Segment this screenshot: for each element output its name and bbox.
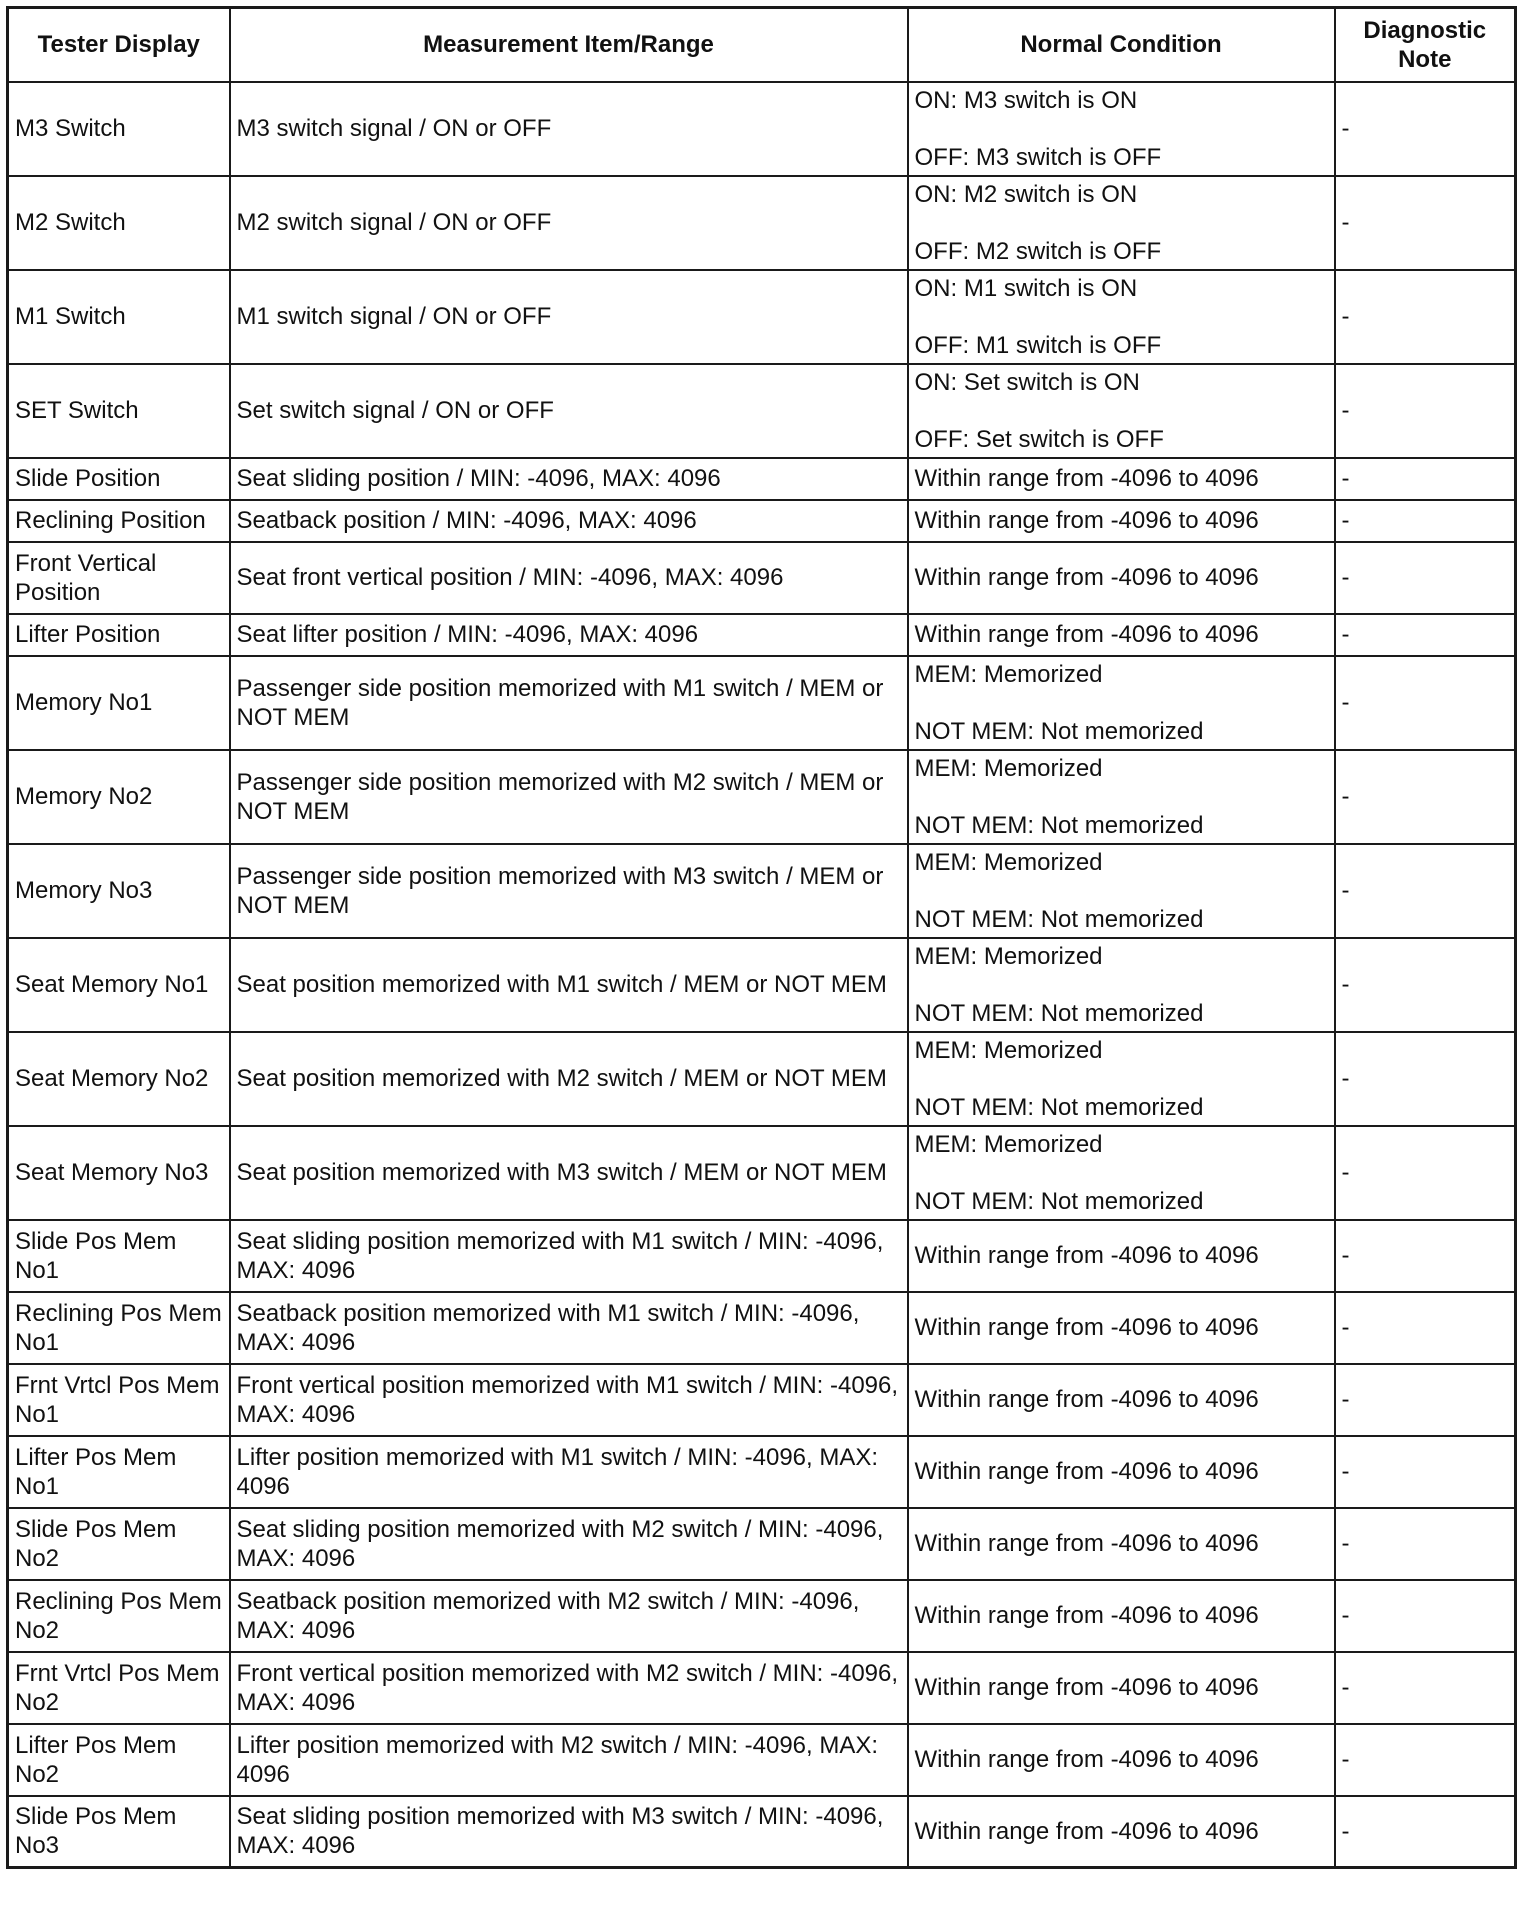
table-row xyxy=(8,82,1516,176)
diagnostic-note-cell: - xyxy=(1335,542,1516,614)
diagnostic-note-cell: - xyxy=(1335,458,1516,500)
table-row xyxy=(8,458,1516,500)
diagnostic-note-cell: - xyxy=(1335,1364,1516,1436)
normal-condition-cell: Within range from -4096 to 4096 xyxy=(908,1364,1335,1436)
table-row xyxy=(8,500,1516,542)
normal-condition-cell: Within range from -4096 to 4096 xyxy=(908,1292,1335,1364)
table-row xyxy=(8,656,1516,750)
normal-condition-cell: Within range from -4096 to 4096 xyxy=(908,458,1335,500)
tester-display-cell: M1 Switch xyxy=(8,270,230,364)
measurement-cell: Seat sliding position memorized with M3 switch / MIN: -4096, MAX: 4096 xyxy=(230,1796,908,1868)
tester-display-cell: Memory No3 xyxy=(8,844,230,938)
diagnostic-note-cell: - xyxy=(1335,82,1516,176)
tester-display-cell: SET Switch xyxy=(8,364,230,458)
normal-condition-cell xyxy=(908,176,1335,270)
diagnostic-note-cell: - xyxy=(1335,1436,1516,1508)
normal-condition-cell: Within range from -4096 to 4096 xyxy=(908,1652,1335,1724)
normal-condition-cell xyxy=(908,844,1335,938)
tester-display-cell: Frnt Vrtcl Pos Mem No2 xyxy=(8,1652,230,1724)
condition-line: MEM: Memorized xyxy=(914,942,1103,970)
condition-line: NOT MEM: Not memorized xyxy=(914,1187,1204,1215)
measurement-cell: Lifter position memorized with M1 switch / MIN: -4096, MAX: 4096 xyxy=(230,1436,908,1508)
table-row xyxy=(8,844,1516,938)
measurement-cell: Seat sliding position / MIN: -4096, MAX: 4096 xyxy=(230,458,908,500)
table-row xyxy=(8,1508,1516,1580)
measurement-cell: Front vertical position memorized with M2 switch / MIN: -4096, MAX: 4096 xyxy=(230,1652,908,1724)
measurement-cell: Seat lifter position / MIN: -4096, MAX: 4096 xyxy=(230,614,908,656)
condition-line: OFF: M1 switch is OFF xyxy=(914,331,1162,359)
tester-display-cell: M3 Switch xyxy=(8,82,230,176)
tester-display-cell: Seat Memory No3 xyxy=(8,1126,230,1220)
measurement-cell: Seat sliding position memorized with M2 switch / MIN: -4096, MAX: 4096 xyxy=(230,1508,908,1580)
table-header xyxy=(8,8,1516,82)
table-row xyxy=(8,1580,1516,1652)
measurement-cell: Seatback position memorized with M1 switch / MIN: -4096, MAX: 4096 xyxy=(230,1292,908,1364)
condition-line: OFF: Set switch is OFF xyxy=(914,425,1164,453)
condition-line: MEM: Memorized xyxy=(914,754,1103,782)
condition-line: ON: M3 switch is ON xyxy=(914,86,1138,114)
header-diagnostic-note: Diagnostic Note xyxy=(1335,8,1516,82)
tester-display-cell: Frnt Vrtcl Pos Mem No1 xyxy=(8,1364,230,1436)
measurement-cell: Set switch signal / ON or OFF xyxy=(230,364,908,458)
normal-condition-cell: Within range from -4096 to 4096 xyxy=(908,500,1335,542)
tester-display-cell: Lifter Pos Mem No2 xyxy=(8,1724,230,1796)
condition-line: OFF: M2 switch is OFF xyxy=(914,237,1162,265)
diagnostic-note-cell: - xyxy=(1335,1126,1516,1220)
measurement-cell: Seat position memorized with M3 switch / MEM or NOT MEM xyxy=(230,1126,908,1220)
diagnostic-note-cell: - xyxy=(1335,364,1516,458)
normal-condition-cell xyxy=(908,1032,1335,1126)
condition-line: NOT MEM: Not memorized xyxy=(914,999,1204,1027)
normal-condition-cell: Within range from -4096 to 4096 xyxy=(908,1580,1335,1652)
measurement-cell: M3 switch signal / ON or OFF xyxy=(230,82,908,176)
data-monitor-sheet xyxy=(6,6,1514,1869)
tester-display-cell: Front Vertical Position xyxy=(8,542,230,614)
condition-line: MEM: Memorized xyxy=(914,1130,1103,1158)
diagnostic-note-cell: - xyxy=(1335,656,1516,750)
diagnostic-note-cell: - xyxy=(1335,500,1516,542)
condition-line: OFF: M3 switch is OFF xyxy=(914,143,1162,171)
header-normal-condition: Normal Condition xyxy=(908,8,1335,82)
measurement-cell: Passenger side position memorized with M3 switch / MEM or NOT MEM xyxy=(230,844,908,938)
diagnostic-note-cell: - xyxy=(1335,1796,1516,1868)
table-body xyxy=(8,82,1516,1868)
condition-line: NOT MEM: Not memorized xyxy=(914,717,1204,745)
diagnostic-note-cell: - xyxy=(1335,1508,1516,1580)
measurement-cell: Seat position memorized with M2 switch / MEM or NOT MEM xyxy=(230,1032,908,1126)
measurement-cell: Front vertical position memorized with M1 switch / MIN: -4096, MAX: 4096 xyxy=(230,1364,908,1436)
table-row xyxy=(8,1724,1516,1796)
normal-condition-cell xyxy=(908,270,1335,364)
measurement-cell: Lifter position memorized with M2 switch / MIN: -4096, MAX: 4096 xyxy=(230,1724,908,1796)
header-tester-display: Tester Display xyxy=(8,8,230,82)
table-row xyxy=(8,1032,1516,1126)
diagnostic-note-cell: - xyxy=(1335,938,1516,1032)
condition-line: NOT MEM: Not memorized xyxy=(914,811,1204,839)
condition-line: ON: M2 switch is ON xyxy=(914,180,1138,208)
tester-display-cell: M2 Switch xyxy=(8,176,230,270)
tester-display-cell: Memory No2 xyxy=(8,750,230,844)
table-row xyxy=(8,1126,1516,1220)
tester-display-cell: Slide Pos Mem No2 xyxy=(8,1508,230,1580)
normal-condition-cell: Within range from -4096 to 4096 xyxy=(908,1220,1335,1292)
diagnostic-note-cell: - xyxy=(1335,270,1516,364)
condition-line: NOT MEM: Not memorized xyxy=(914,905,1204,933)
tester-display-cell: Lifter Position xyxy=(8,614,230,656)
condition-line: MEM: Memorized xyxy=(914,660,1103,688)
normal-condition-cell: Within range from -4096 to 4096 xyxy=(908,614,1335,656)
tester-display-cell: Reclining Pos Mem No2 xyxy=(8,1580,230,1652)
diagnostic-note-cell: - xyxy=(1335,1220,1516,1292)
measurement-cell: Seatback position / MIN: -4096, MAX: 4096 xyxy=(230,500,908,542)
normal-condition-cell xyxy=(908,938,1335,1032)
normal-condition-cell: Within range from -4096 to 4096 xyxy=(908,1796,1335,1868)
condition-line: MEM: Memorized xyxy=(914,1036,1103,1064)
data-monitor-table xyxy=(6,6,1517,1869)
normal-condition-cell xyxy=(908,364,1335,458)
table-row xyxy=(8,542,1516,614)
table-row xyxy=(8,1364,1516,1436)
table-row xyxy=(8,1436,1516,1508)
condition-line: MEM: Memorized xyxy=(914,848,1103,876)
diagnostic-note-cell: - xyxy=(1335,176,1516,270)
header-row xyxy=(8,8,1516,82)
diagnostic-note-cell: - xyxy=(1335,1724,1516,1796)
normal-condition-cell xyxy=(908,82,1335,176)
diagnostic-note-cell: - xyxy=(1335,1580,1516,1652)
tester-display-cell: Lifter Pos Mem No1 xyxy=(8,1436,230,1508)
tester-display-cell: Reclining Position xyxy=(8,500,230,542)
diagnostic-note-cell: - xyxy=(1335,750,1516,844)
table-row xyxy=(8,1796,1516,1868)
normal-condition-cell: Within range from -4096 to 4096 xyxy=(908,1436,1335,1508)
header-measurement: Measurement Item/Range xyxy=(230,8,908,82)
normal-condition-cell xyxy=(908,750,1335,844)
measurement-cell: Seat sliding position memorized with M1 switch / MIN: -4096, MAX: 4096 xyxy=(230,1220,908,1292)
diagnostic-note-cell: - xyxy=(1335,1292,1516,1364)
condition-line: NOT MEM: Not memorized xyxy=(914,1093,1204,1121)
tester-display-cell: Seat Memory No1 xyxy=(8,938,230,1032)
table-row xyxy=(8,1292,1516,1364)
normal-condition-cell: Within range from -4096 to 4096 xyxy=(908,542,1335,614)
tester-display-cell: Reclining Pos Mem No1 xyxy=(8,1292,230,1364)
measurement-cell: Seat position memorized with M1 switch / MEM or NOT MEM xyxy=(230,938,908,1032)
normal-condition-cell xyxy=(908,1126,1335,1220)
condition-line: ON: M1 switch is ON xyxy=(914,274,1138,302)
tester-display-cell: Memory No1 xyxy=(8,656,230,750)
table-row xyxy=(8,1652,1516,1724)
normal-condition-cell: Within range from -4096 to 4096 xyxy=(908,1508,1335,1580)
tester-display-cell: Slide Pos Mem No1 xyxy=(8,1220,230,1292)
diagnostic-note-cell: - xyxy=(1335,614,1516,656)
measurement-cell: Seatback position memorized with M2 switch / MIN: -4096, MAX: 4096 xyxy=(230,1580,908,1652)
diagnostic-note-cell: - xyxy=(1335,1032,1516,1126)
tester-display-cell: Slide Pos Mem No3 xyxy=(8,1796,230,1868)
table-row xyxy=(8,364,1516,458)
tester-display-cell: Slide Position xyxy=(8,458,230,500)
measurement-cell: Passenger side position memorized with M1 switch / MEM or NOT MEM xyxy=(230,656,908,750)
table-row xyxy=(8,176,1516,270)
diagnostic-note-cell: - xyxy=(1335,1652,1516,1724)
measurement-cell: Passenger side position memorized with M2 switch / MEM or NOT MEM xyxy=(230,750,908,844)
table-row xyxy=(8,1220,1516,1292)
measurement-cell: M2 switch signal / ON or OFF xyxy=(230,176,908,270)
condition-line: ON: Set switch is ON xyxy=(914,368,1140,396)
normal-condition-cell: Within range from -4096 to 4096 xyxy=(908,1724,1335,1796)
measurement-cell: M1 switch signal / ON or OFF xyxy=(230,270,908,364)
table-row xyxy=(8,270,1516,364)
table-row xyxy=(8,938,1516,1032)
table-row xyxy=(8,614,1516,656)
measurement-cell: Seat front vertical position / MIN: -4096, MAX: 4096 xyxy=(230,542,908,614)
normal-condition-cell xyxy=(908,656,1335,750)
table-row xyxy=(8,750,1516,844)
diagnostic-note-cell: - xyxy=(1335,844,1516,938)
tester-display-cell: Seat Memory No2 xyxy=(8,1032,230,1126)
